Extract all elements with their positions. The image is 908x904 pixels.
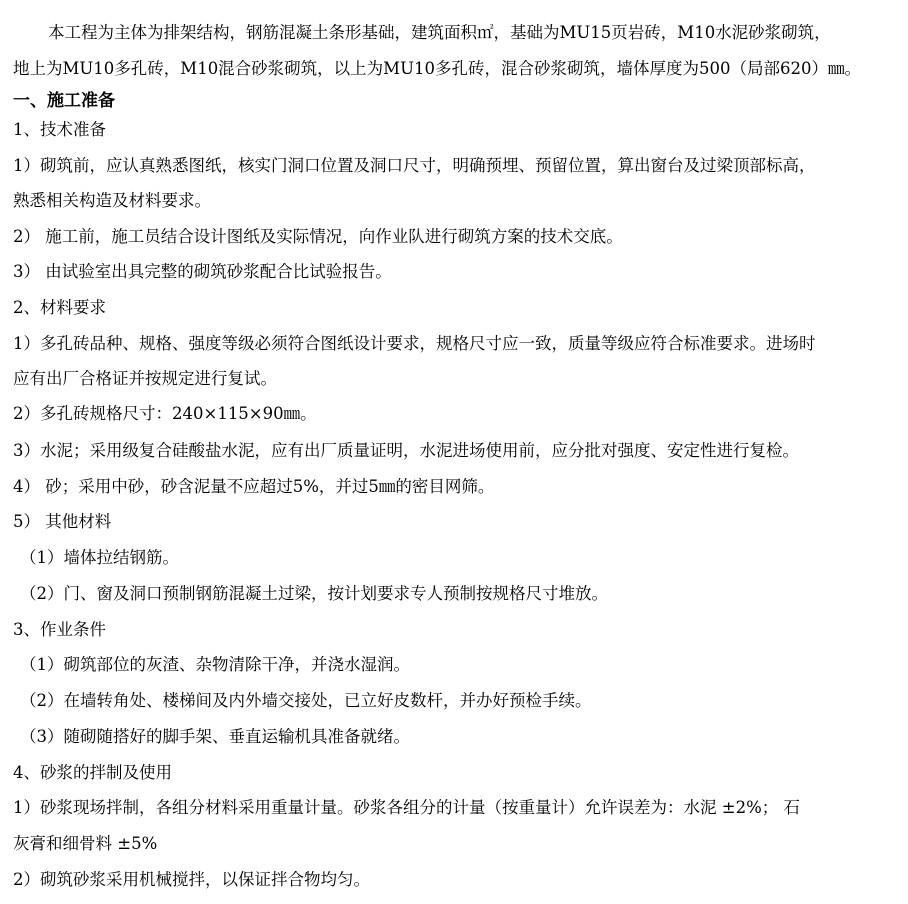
conditions-sub-item-2: （2）在墙转角处、楼梯间及内外墙交接处，已立好皮数杆，并办好预检手续。 [20,691,592,710]
material-item-1-line-1: 1）多孔砖品种、规格、强度等级必须符合图纸设计要求，规格尺寸应一致，质量等级应符合标准要求。进场时 [13,334,816,353]
tech-item-1-line-2: 熟悉相关构造及材料要求。 [13,191,211,210]
material-item-5: 5） 其他材料 [13,512,112,531]
material-sub-item-1: （1）墙体拉结钢筋。 [20,548,179,567]
subsection-title-tech-prep: 1、技术准备 [13,120,106,139]
material-item-4: 4） 砂；采用中砂，砂含泥量不应超过5%，并过5㎜的密目网筛。 [13,477,495,496]
tech-item-2: 2） 施工前，施工员结合设计图纸及实际情况，向作业队进行砌筑方案的技术交底。 [13,227,623,246]
conditions-sub-item-1: （1）砌筑部位的灰渣、杂物清除干净，并浇水湿润。 [20,655,410,674]
tech-item-1-line-1: 1）砌筑前，应认真熟悉图纸，核实门洞口位置及洞口尺寸，明确预埋、预留位置，算出窗台及过梁顶部标高， [13,156,816,175]
subsection-title-mortar: 4、砂浆的拌制及使用 [13,763,172,782]
material-sub-item-2: （2）门、窗及洞口预制钢筋混凝土过梁，按计划要求专人预制按规格尺寸堆放。 [20,584,608,603]
intro-paragraph-line-1: 本工程为主体为排架结构，钢筋混凝土条形基础，建筑面积㎡，基础为MU15页岩砖，M10水泥砂浆砌筑， [48,23,831,42]
material-item-3: 3）水泥；采用级复合硅酸盐水泥，应有出厂质量证明，水泥进场使用前，应分批对强度、安定性进行复检。 [13,441,799,460]
intro-paragraph-line-2: 地上为MU10多孔砖，M10混合砂浆砌筑，以上为MU10多孔砖，混合砂浆砌筑，墙体厚度为500（局部620）㎜。 [13,59,861,78]
mortar-item-2: 2）砌筑砂浆采用机械搅拌，以保证拌合物均匀。 [13,870,370,889]
material-item-2: 2）多孔砖规格尺寸：240×115×90㎜。 [13,404,317,423]
subsection-title-materials: 2、材料要求 [13,298,106,317]
conditions-sub-item-3: （3）随砌随搭好的脚手架、垂直运输机具准备就绪。 [20,727,410,746]
subsection-title-conditions: 3、作业条件 [13,620,106,639]
mortar-item-1-line-2: 灰膏和细骨料 ±5% [13,834,158,853]
tech-item-3: 3） 由试验室出具完整的砌筑砂浆配合比试验报告。 [13,262,392,281]
mortar-item-1-line-1: 1）砂浆现场拌制，各组分材料采用重量计量。砂浆各组分的计量（按重量计）允许误差为：水泥 ±2%； 石 [13,798,800,817]
material-item-1-line-2: 应有出厂合格证并按规定进行复试。 [13,369,277,388]
section-heading-construction-prep: 一、施工准备 [13,91,115,111]
